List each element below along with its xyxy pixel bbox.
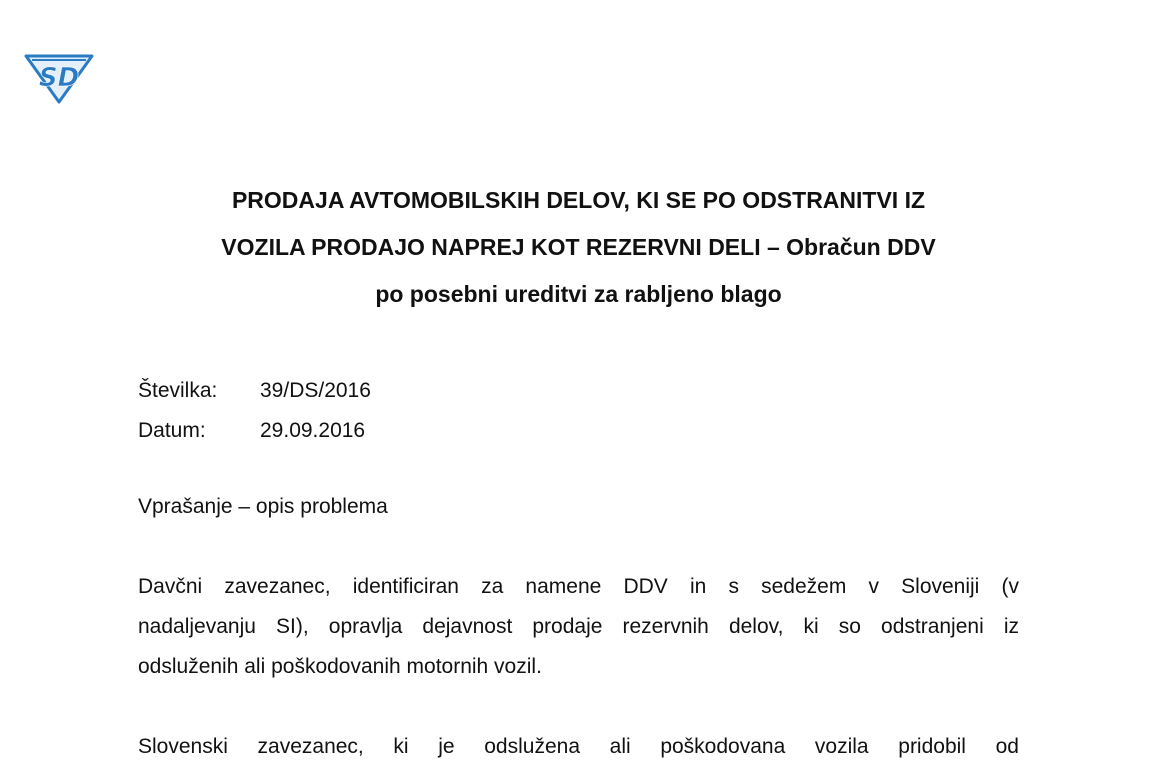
sd-shield-logo-icon bbox=[22, 48, 96, 104]
logo-letters: SD bbox=[38, 63, 80, 93]
meta-number-row bbox=[138, 371, 371, 411]
paragraph-1-line-3: odsluženih ali poškodovanih motornih vozil. bbox=[138, 655, 542, 678]
document-title bbox=[120, 177, 1037, 318]
paragraph-1-line-2: nadaljevanju SI), opravlja dejavnost prodaje rezervnih delov, ki so odstranjeni iz bbox=[138, 615, 1019, 638]
title-line-2: VOZILA PRODAJO NAPREJ KOT REZERVNI DELI – Obračun DDV bbox=[221, 234, 936, 260]
number-label: Številka: bbox=[138, 379, 218, 402]
paragraph-2 bbox=[138, 727, 1019, 767]
meta-date-row bbox=[138, 411, 371, 451]
title-line-1: PRODAJA AVTOMOBILSKIH DELOV, KI SE PO ODSTRANITVI IZ bbox=[231, 187, 926, 213]
number-value: 39/DS/2016 bbox=[260, 379, 371, 402]
paragraph-1 bbox=[138, 567, 1019, 687]
section-heading: Vprašanje – opis problema bbox=[138, 495, 388, 518]
date-label: Datum: bbox=[138, 419, 206, 442]
date-value: 29.09.2016 bbox=[260, 419, 366, 442]
paragraph-2-line-1: Slovenski zavezanec, ki je odslužena ali poškodovana vozila pridobil od bbox=[138, 735, 1019, 758]
company-logo bbox=[22, 48, 96, 104]
document-meta bbox=[138, 371, 371, 451]
title-line-3: po posebni ureditvi za rabljeno blago bbox=[375, 281, 782, 307]
paragraph-1-line-1: Davčni zavezanec, identificiran za namene DDV in s sedežem v Sloveniji (v bbox=[138, 575, 1019, 598]
